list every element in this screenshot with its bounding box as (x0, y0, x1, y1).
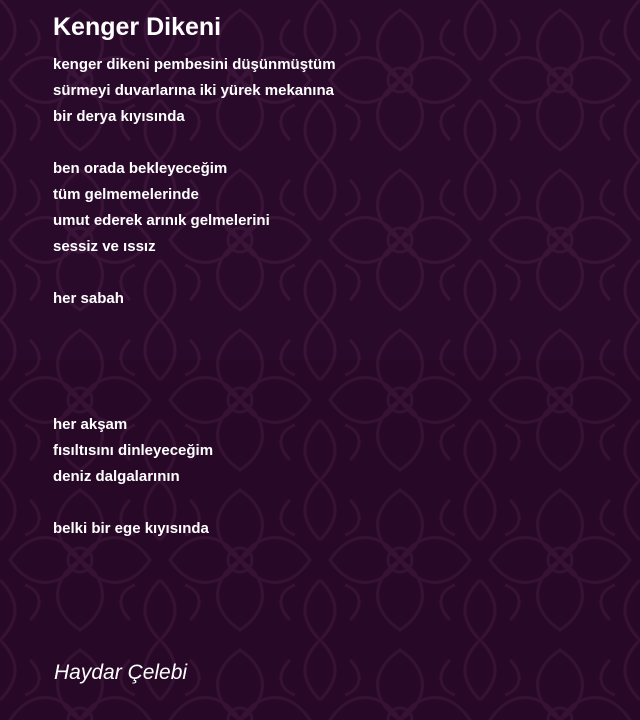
poem-line: her akşam (53, 416, 128, 433)
poem-line: sürmeyi duvarlarına iki yürek mekanına (53, 82, 334, 99)
poem-line: her sabah (53, 290, 124, 307)
poem-author: Haydar Çelebi (54, 661, 188, 684)
poem-line: kenger dikeni pembesini düşünmüştüm (53, 56, 336, 73)
poem-line: sessiz ve ıssız (53, 238, 156, 255)
poem-line: ben orada bekleyeceğim (53, 160, 228, 177)
poem-line: fısıltısını dinleyeceğim (53, 442, 214, 459)
poem-line: umut ederek arınık gelmelerini (53, 212, 270, 229)
poem-line: deniz dalgalarının (53, 468, 180, 485)
poem-line: tüm gelmemelerinde (53, 186, 199, 203)
poem-line: bir derya kıyısında (53, 108, 185, 125)
poem-title: Kenger Dikeni (53, 13, 222, 41)
poem-line: belki bir ege kıyısında (53, 520, 209, 537)
